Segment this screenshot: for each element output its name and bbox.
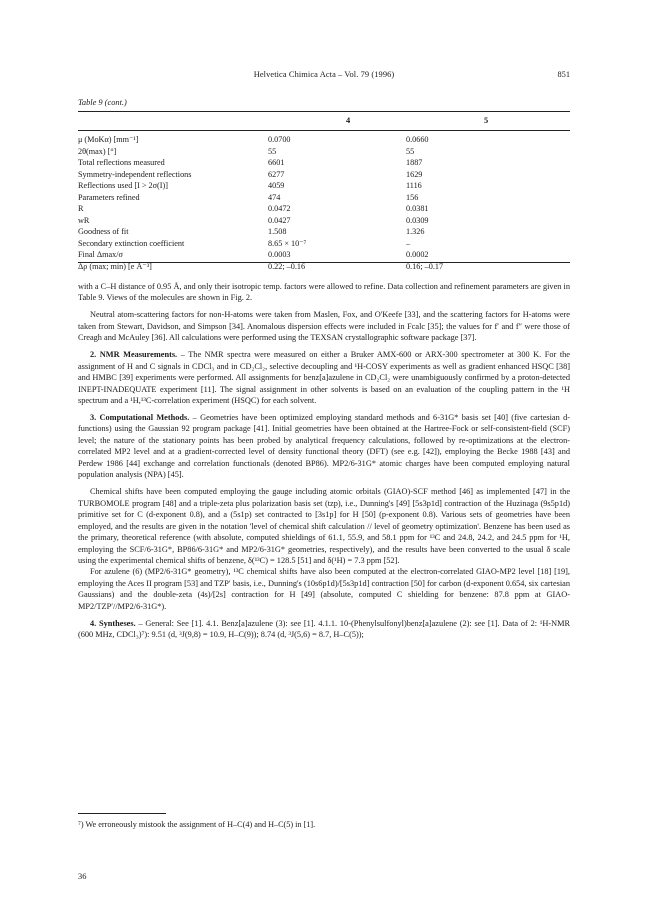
table-header-rule (78, 130, 570, 131)
parameter-label: wR (78, 215, 90, 225)
value-compound-5: 55 (406, 146, 415, 156)
table-row (78, 157, 506, 169)
value-compound-4: 0.0427 (268, 215, 291, 225)
parameter-label: 2θ(max) [°] (78, 146, 117, 156)
value-compound-5: 1629 (406, 169, 423, 179)
value-compound-4: 0.0003 (268, 250, 291, 259)
table-row (78, 249, 506, 261)
parameter-label: Secondary extinction coefficient (78, 238, 185, 248)
section-nmr (78, 349, 570, 406)
section-heading: 4. Syntheses. (90, 618, 136, 628)
value-compound-5: 0.0381 (406, 204, 429, 213)
table-row (78, 169, 506, 181)
value-compound-5: – (406, 238, 411, 248)
value-compound-5: 156 (406, 192, 419, 202)
crystal-parameters-table (78, 134, 506, 272)
value-compound-4: 8.65 × 10⁻⁷ (268, 238, 307, 248)
value-compound-5: 0.16; –0.17 (406, 261, 444, 271)
table-row (78, 146, 506, 158)
value-compound-4: 0.0472 (268, 204, 291, 213)
value-compound-4: 55 (268, 146, 277, 156)
column-header-4: 4 (346, 116, 351, 125)
footnote: ⁷) We erroneously mistook the assignment of H–C(4) and H–C(5) in [1]. (78, 820, 316, 829)
table-row (78, 134, 506, 146)
article-body (78, 281, 570, 646)
table-row (78, 238, 506, 250)
table-caption: Table 9 (cont.) (78, 98, 127, 107)
section-computational (78, 412, 570, 481)
running-head (78, 70, 570, 82)
table-row (78, 192, 506, 204)
section-heading: 3. Computational Methods. (90, 413, 190, 423)
parameter-label: Reflections used [I > 2σ(I)] (78, 181, 168, 190)
value-compound-4: 4059 (268, 181, 285, 190)
table-row (78, 203, 506, 215)
parameter-label: μ (MoKα) [mm⁻¹] (78, 135, 139, 144)
value-compound-4: 0.22; –0.16 (268, 261, 306, 271)
column-header-5: 5 (484, 116, 489, 125)
paragraph: Neutral atom-scattering factors for non-H-atoms were taken from Maslen, Fox, and O'Keefe [33], and the scattering factors for H-atoms were taken from Stewart, Davidson, and Simpson [34]. Anomalous dispersion effects were included in Fcalc [35]; the values for f′ and f″ were those of Creagh and McAuley [36]. All calculations were performed using the TEXSAN crystallographic software package [37]. (78, 310, 570, 343)
parameter-label: Final Δmax/σ (78, 250, 123, 259)
value-compound-4: 0.0700 (268, 135, 291, 144)
value-compound-4: 1.508 (268, 227, 287, 236)
section-syntheses (78, 618, 570, 641)
value-compound-4: 474 (268, 192, 281, 202)
parameter-label: Δρ (max; min) [e Å⁻³] (78, 261, 152, 271)
table-row (78, 226, 506, 238)
value-compound-5: 1887 (406, 158, 423, 167)
paragraph: Chemical shifts have been computed employing the gauge including atomic orbitals (GIAO)-SCF method [46] as implemented [47] in the TURBOMOLE program [48] and a triple-zeta plus polarization basis set (tzp), i.e., Dunning's [49] [5s3p1d] contraction of the Huzinaga (9s5p1d) primitive set for C (d-exponent 0.8), and a (5s1p) set contracted to [3s1p] for H [50] (p-exponent 0.8). Various sets of geometries have been employed, and the results are given in the notation 'level of chemical shift calculation // level of geometry optimization'. Benzene has been used as the primary, theoretical reference (with absolute, computed shieldings of 61.1, 55.9, and 58.1 ppm for ¹³C and 24.8, 24.2, and 24.5 ppm for ¹H, employing the SCF/6-31G*, BP86/6-31G* and MP2/6-31G* geometries, respectively), and the results have been converted to the usual δ scale using the experimental chemical shifts of benzene, δ(¹³C) = 128.5 [51] and δ(¹H) = 7.3 ppm [52]. (78, 487, 570, 565)
parameter-label: Symmetry-independent reflections (78, 169, 192, 179)
section-text: – The NMR spectra were measured on either a Bruker AMX-600 or ARX-300 spectrometer at 300 K. For the assignment of H and C signals in CDCl₃ and in CD₂Cl₂, selective decoupling and ¹H-COSY experiments as well as gradient enhanced HSQC [38] and HMBC [39] experiments were performed. All assignments for benz[a]azulene in CD₂Cl₂ were unambiguously confirmed by a proton-detected INEPT-INADEQUATE experiment [11]. The signal assignment in other solvents is based on an evaluation of the coupling pattern in the ¹H spectrum and a ¹H,¹³C-correlation experiment (HSQC) for each solvent. (78, 350, 570, 406)
parameter-label: Parameters refined (78, 192, 140, 202)
journal-title: Helvetica Chimica Acta – Vol. 79 (1996) (253, 70, 395, 79)
page-number: 851 (557, 70, 570, 79)
folio-number: 36 (78, 872, 87, 881)
table-bottom-rule (78, 262, 570, 263)
table-top-rule (78, 111, 570, 112)
table-row (78, 215, 506, 227)
value-compound-4: 6277 (268, 169, 285, 179)
paragraph: with a C–H distance of 0.95 Å, and only their isotropic temp. factors were allowed to refine. Data collection and refinement parameters are given in Table 9. Views of the molecules are shown in Fig. 2. (78, 282, 570, 303)
value-compound-4: 6601 (268, 158, 285, 167)
value-compound-5: 0.0660 (406, 135, 429, 144)
parameter-label: R (78, 204, 84, 213)
parameter-label: Total reflections measured (78, 158, 165, 167)
footnote-rule (78, 813, 166, 814)
table-row (78, 180, 506, 192)
paragraph: For azulene (6) (MP2/6-31G* geometry), ¹³C chemical shifts have also been computed at the electron-correlated GIAO-MP2 level [18] [19], employing the Aces II program [53] and TZP′ basis, i.e., Dunning's (10s6p1d)/[5s3p1d] contraction [50] for carbon (d-exponent 0.654, six cartesian Gaussians) and the double-zeta (4s)/[2s] contraction for H [49] (absolute, computed C shielding for benzene: 87.8 ppm at GIAO-MP2/TZP′//MP2/6-31G*). (78, 567, 570, 611)
value-compound-5: 0.0002 (406, 250, 429, 259)
value-compound-5: 1.326 (406, 227, 425, 236)
value-compound-5: 0.0309 (406, 215, 429, 225)
section-text: – General: See [1]. 4.1. Benz[a]azulene (3): see [1]. 4.1.1. 10-(Phenylsulfonyl)benz[a]azulene (2): see [1]. Data of 2: ¹H-NMR (600 MHz, CDCl₃)⁷): 9.51 (d, ³J(9,8) = 10.9, H–C(9)); 8.74 (d, ³J(5,6) = 8.7, H–C(5)); (78, 618, 570, 640)
parameter-label: Goodness of fit (78, 227, 129, 236)
value-compound-5: 1116 (406, 181, 422, 190)
section-heading: 2. NMR Measurements. (90, 350, 178, 360)
section-text: – Geometries have been optimized employing standard methods and 6-31G* basis set [40] (five cartesian d-functions) using the Gaussian 92 program package [41]. Initial geometries have been obtained at the Hartree-Fock or self-consistent-field (SCF) level; the nature of the stationary points has been probed by analytical frequency calculations, followed by re-optimizations at the electron-correlated MP2 level and at a gradient-corrected level of density functional theory (DFT) (see e.g. [42]), employing the Becke 1988 [43] and Perdew 1986 [44] exchange and correlation functionals (denoted BP86). MP2/6-31G* atomic charges have been computed employing natural population analysis (NPA) [45]. (78, 413, 570, 480)
